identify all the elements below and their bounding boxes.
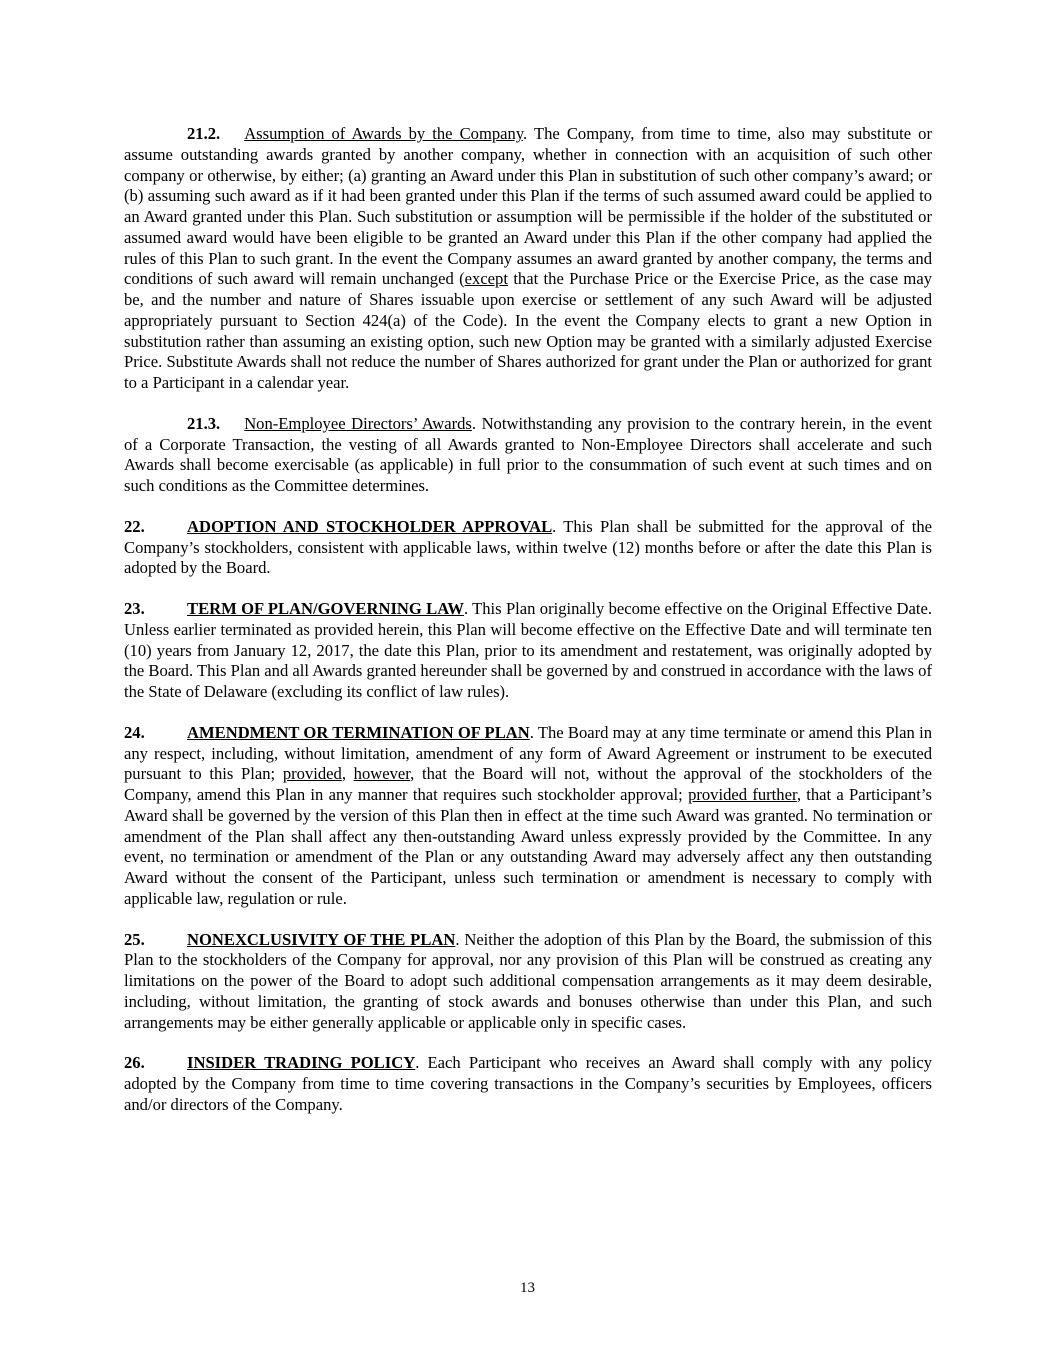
document-page (124, 124, 932, 1116)
section-heading: TERM OF PLAN/GOVERNING LAW (187, 599, 464, 618)
section-25 (124, 930, 932, 1034)
section-22 (124, 517, 932, 579)
emphasis-provided-further: provided further (688, 785, 797, 804)
section-number: 25. (124, 929, 145, 949)
section-text: . Neither the adoption of this Plan by the Board, the submission of this Plan to the stockholders of the Company for approval, nor any provision of this Plan will be construed as creating any limitations on the power of the Board to adopt such additional compensation arrangements as it may deem desirable, including, without limitation, the granting of stock awards and bonuses otherwise than under this Plan, and such arrangements may be either generally applicable or applicable only in specific cases. (124, 929, 932, 1032)
section-text: . Notwithstanding any provision to the contrary herein, in the event of a Corporate Transaction, the vesting of all Awards granted to Non-Employee Directors shall accelerate and such Awards shall become exercisable (as applicable) in full prior to the consummation of such event at such times and on such conditions as the Committee determines. (124, 413, 932, 495)
section-title: Assumption of Awards by the Company (244, 124, 524, 143)
section-text: . The Company, from time to time, also may substitute or assume outstanding awards granted by another company, whether in connection with an acquisition of such other company or otherwise, by either; (a) granting an Award under this Plan in substitution of such other company’s award; or (b) assuming such award as if it had been granted under this Plan if the terms of such assumed award could be applied to an Award granted under this Plan. Such substitution or assumption will be permissible if the holder of the substituted or assumed award would have been eligible to be granted an Award under this Plan if the other company had applied the rules of this Plan to such grant. In the event the Company assumes an award granted by another company, the terms and conditions of such award will remain unchanged ( (124, 124, 932, 289)
section-23 (124, 599, 932, 703)
section-21-2 (124, 124, 932, 394)
section-number: 24. (124, 722, 145, 742)
section-text: . This Plan shall be submitted for the approval of the Company’s stockholders, consistent with applicable laws, within twelve (12) months before or after the date this Plan is adopted by the Board. (124, 516, 932, 578)
section-heading: ADOPTION AND STOCKHOLDER APPROVAL (187, 516, 553, 536)
section-text: , that the Board will not, without the approval of the stockholders of the Company, amend this Plan in any manner that requires such stockholder approval; (124, 764, 933, 804)
section-heading: AMENDMENT OR TERMINATION OF PLAN (187, 722, 530, 742)
section-text: . Each Participant who receives an Award shall comply with any policy adopted by the Company from time to time covering transactions in the Company’s securities by Employees, officers and/or directors of the Company. (124, 1053, 933, 1114)
section-number: 26. (124, 1053, 145, 1073)
section-title: Non-Employee Directors’ Awards (244, 413, 472, 433)
section-text: . The Board may at any time terminate or amend this Plan in any respect, including, without limitation, amendment of any form of Award Agreement or instrument to be executed pursuant to this Plan; (124, 722, 932, 784)
section-24 (124, 723, 932, 910)
section-number: 22. (124, 516, 145, 536)
section-number: 21.2. (187, 124, 221, 143)
emphasis-however: however (353, 764, 411, 784)
page-number: 13 (520, 1280, 535, 1296)
section-number: 23. (124, 599, 145, 618)
emphasis-provided: provided (282, 764, 342, 784)
section-heading: INSIDER TRADING POLICY (187, 1053, 416, 1073)
section-text: that the Purchase Price or the Exercise Price, as the case may be, and the number and nature of Shares issuable upon exercise or settlement of any such Award will be adjusted appropriately pursuant to Section 424(a) of the Code). In the event the Company elects to grant a new Option in substitution rather than assuming an existing option, such new Option may be granted with a similarly adjusted Exercise Price. Substitute Awards shall not reduce the number of Shares authorized for grant under the Plan or authorized for grant to a Participant in a calendar year. (124, 269, 932, 392)
section-text: . This Plan originally become effective on the Original Effective Date. Unless earlier terminated as provided herein, this Plan will become effective on the Effective Date and will terminate ten (10) years from January 12, 2017, the date this Plan, prior to its amendment and restatement, was originally adopted by the Board. This Plan and all Awards granted hereunder shall be governed by and construed in accordance with the laws of the State of Delaware (excluding its conflict of law rules). (124, 599, 933, 701)
section-heading: NONEXCLUSIVITY OF THE PLAN (187, 929, 456, 949)
section-21-3 (124, 414, 932, 497)
section-text: , that a Participant’s Award shall be governed by the version of this Plan then in effect at the time such Award was granted. No termination or amendment of the Plan shall affect any then-outstanding Award unless expressly provided by the Committee. In any event, no termination or amendment of the Plan or any outstanding Award may adversely affect any then outstanding Award without the consent of the Participant, unless such termination or amendment is necessary to comply with applicable law, regulation or rule. (124, 785, 932, 908)
section-number: 21.3. (187, 413, 221, 433)
section-text: , (341, 764, 354, 784)
emphasis-except: except (464, 269, 508, 289)
section-26 (124, 1053, 932, 1115)
